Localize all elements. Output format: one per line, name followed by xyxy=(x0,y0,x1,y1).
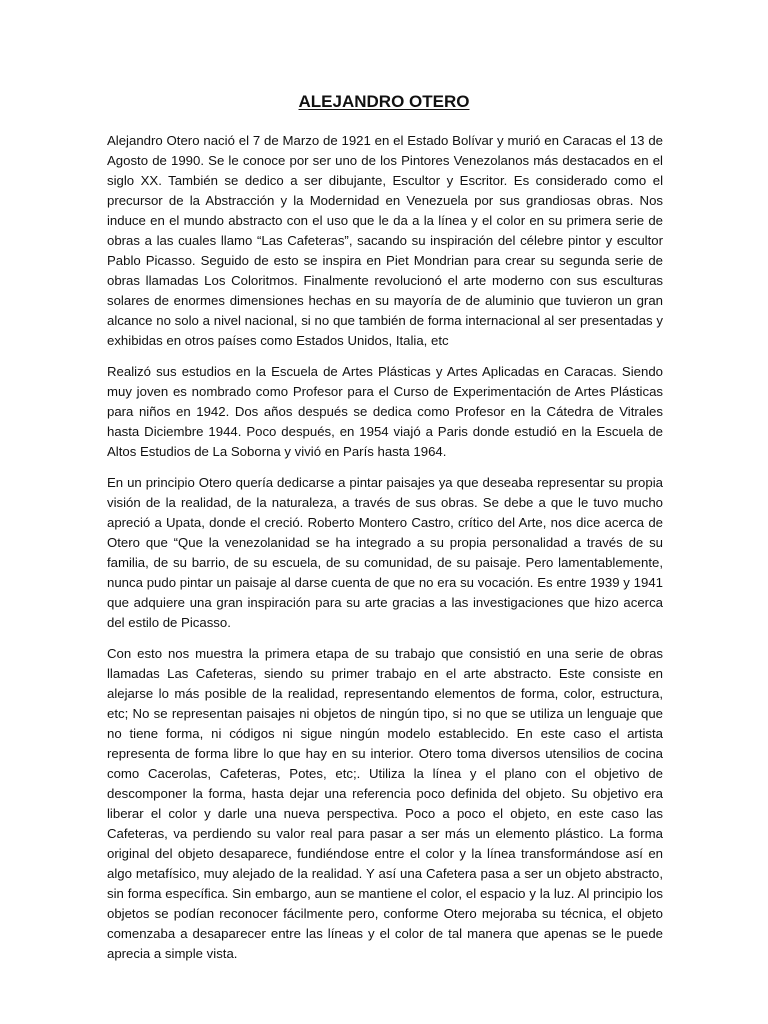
paragraph-studies: Realizó sus estudios en la Escuela de Artes Plásticas y Artes Aplicadas en Caracas. Siendo muy joven es nombrado como Profesor para el Curso de Experimentación de Artes Plásticas para niños en 1942. Dos años después se dedica como Profesor en la Cátedra de Vitrales hasta Diciembre 1944. Poco después, en 1954 viajó a Paris donde estudió en la Escuela de Altos Estudios de La Soborna y vivió en París hasta 1964. xyxy=(107,364,663,459)
paragraph-cafeteras: Con esto nos muestra la primera etapa de su trabajo que consistió en una serie de obras llamadas Las Cafeteras, siendo su primer trabajo en el arte abstracto. Este consiste en alejarse lo más posible de la realidad, representando elementos de forma, color, estructura, etc; No se representan paisajes ni objetos de ningún tipo, si no que se utiliza un lenguaje que no tiene forma, ni códigos ni sigue ningún modelo establecido. En este caso el artista representa de forma libre lo que hay en su interior. Otero toma diversos utensilios de cocina como Cacerolas, Cafeteras, Potes, etc;. Utiliza la línea y el plano con el objetivo de descomponer la forma, hasta dejar una referencia poco definida del objeto. Su objetivo era liberar el color y darle una nueva perspectiva. Poco a poco el objeto, en este caso las Cafeteras, va perdiendo su valor real para pasar a ser más un elemento plástico. La forma original del objeto desaparece, fundiéndose entre el color y la línea transformándose así en algo metafísico, muy alejado de la realidad. Y así una Cafetera pasa a ser un objeto abstracto, sin forma específica. Sin embargo, aun se mantiene el color, el espacio y la luz. Al principio los objetos se podían reconocer fácilmente pero, conforme Otero mejoraba su técnica, el objeto comenzaba a desaparecer entre las líneas y el color de tal manera que apenas se le puede aprecia a simple vista. xyxy=(107,646,663,961)
paragraph-early-vision: En un principio Otero quería dedicarse a pintar paisajes ya que deseaba representar su propia visión de la realidad, de la naturaleza, a través de sus obras. Se debe a que le tuvo mucho apreció a Upata, donde el creció. Roberto Montero Castro, crítico del Arte, nos dice acerca de Otero que “Que la venezolanidad se ha integrado a su propia personalidad a través de su familia, de su barrio, de su escuela, de su comunidad, de su paisaje. Pero lamentablemente, nunca pudo pintar un paisaje al darse cuenta de que no era su vocación. Es entre 1939 y 1941 que adquiere una gran inspiración para su arte gracias a las investigaciones que hizo acerca del estilo de Picasso. xyxy=(107,475,663,630)
paragraph-biography: Alejandro Otero nació el 7 de Marzo de 1921 en el Estado Bolívar y murió en Caracas el 13 de Agosto de 1990. Se le conoce por ser uno de los Pintores Venezolanos más destacados en el siglo XX. También se dedico a ser dibujante, Escultor y Escritor. Es considerado como el precursor de la Abstracción y la Modernidad en Venezuela por sus grandiosas obras. Nos induce en el mundo abstracto con el uso que le da a la línea y el color en su primera serie de obras a las cuales llamo “Las Cafeteras”, sacando su inspiración del célebre pintor y escultor Pablo Picasso. Seguido de esto se inspira en Piet Mondrian para crear su segunda serie de obras llamadas Los Coloritmos. Finalmente revolucionó el arte moderno con sus esculturas solares de enormes dimensiones hechas en su mayoría de de aluminio que tuvieron un gran alcance no solo a nivel nacional, si no que también de forma internacional al ser presentadas y exhibidas en otros países como Estados Unidos, Italia, etc xyxy=(107,133,663,348)
document-title: ALEJANDRO OTERO xyxy=(298,92,470,111)
document-body xyxy=(107,131,663,975)
